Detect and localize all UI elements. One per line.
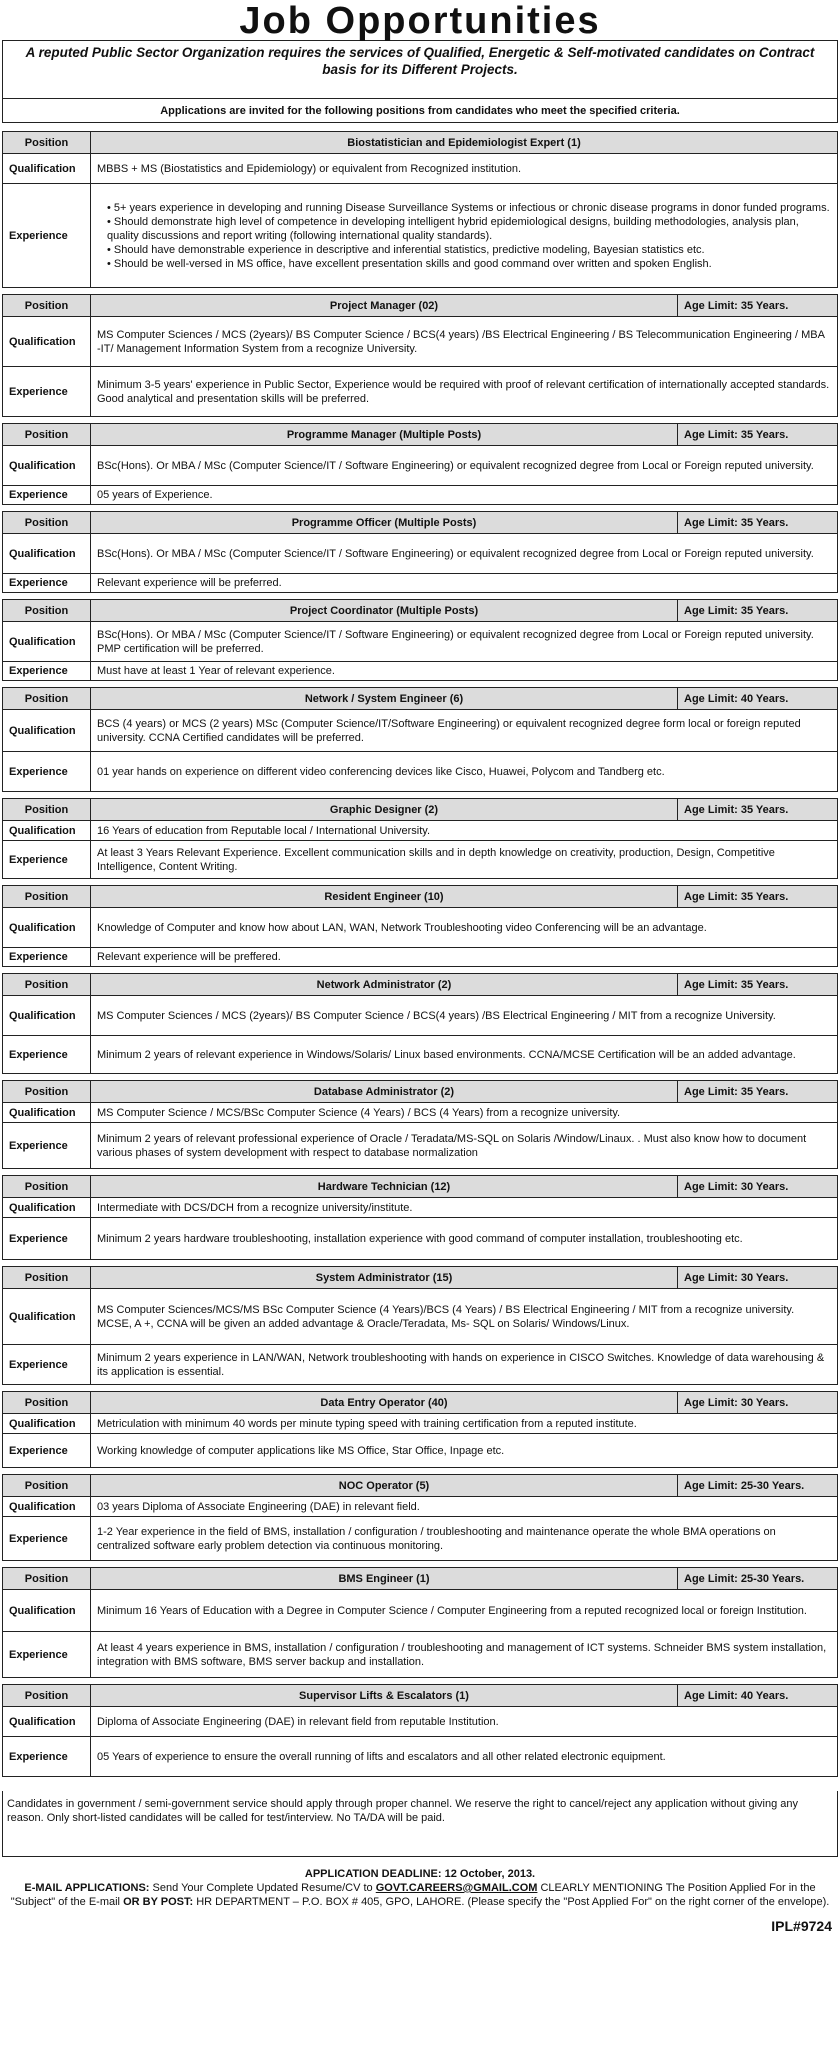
position-label: Position: [3, 1475, 91, 1497]
position-section: [2, 885, 838, 967]
experience-label: Experience: [3, 184, 91, 288]
qualification-label: Qualification: [3, 1707, 91, 1737]
experience-label: Experience: [3, 1434, 91, 1468]
experience-cell: [91, 1218, 838, 1260]
position-label: Position: [3, 295, 91, 317]
post-label: OR BY POST:: [123, 1896, 194, 1908]
position-section: [2, 798, 838, 879]
qualification-label: Qualification: [3, 317, 91, 367]
experience-label: Experience: [3, 1345, 91, 1385]
experience-cell: [91, 1123, 838, 1169]
position-label: Position: [3, 1176, 91, 1198]
qualification-text: Knowledge of Computer and know how about LAN, WAN, Network Troubleshooting video Conferencing will be an advantage.: [91, 908, 838, 948]
experience-label: Experience: [3, 367, 91, 417]
experience-text: 05 years of Experience.: [97, 489, 213, 501]
position-label: Position: [3, 1392, 91, 1414]
position-title: Project Coordinator (Multiple Posts): [91, 600, 678, 622]
experience-item: • Should demonstrate high level of competence in developing intelligent hybrid epidemiological designs, building methodologies, analysis plan, quality discussions and report writing (following international quality standards).: [107, 215, 831, 243]
qualification-label: Qualification: [3, 996, 91, 1036]
qualification-text: MS Computer Science / MCS/BSc Computer Science (4 Years) / BCS (4 Years) from a recognize university.: [91, 1103, 838, 1123]
post-text: HR DEPARTMENT – P.O. BOX # 405, GPO, LAHORE. (Please specify the "Post Applied For" on the right corner of the envelope).: [196, 1896, 830, 1908]
qualification-label: Qualification: [3, 710, 91, 752]
age-limit: Age Limit: 35 Years.: [678, 1081, 838, 1103]
experience-text: 1-2 Year experience in the field of BMS, installation / configuration / troubleshooting and maintenance operate the whole BMA operations on centralized software early problem detection via continuous monitoring.: [97, 1525, 776, 1552]
position-label: Position: [3, 1267, 91, 1289]
position-label: Position: [3, 512, 91, 534]
experience-text: At least 3 Years Relevant Experience. Excellent communication skills and in depth knowledge on creativity, production, Design, Competitive Intelligence, Content Writing.: [97, 846, 775, 873]
experience-cell: [91, 662, 838, 681]
experience-text: At least 4 years experience in BMS, installation / configuration / troubleshooting and management of ICT systems. Schneider BMS system installation, integration with BMS software, BMS server backup and installation.: [97, 1641, 827, 1668]
subheading: Applications are invited for the following positions from candidates who meet the specified criteria.: [2, 99, 838, 123]
experience-text: Relevant experience will be preffered.: [97, 951, 281, 963]
qualification-label: Qualification: [3, 446, 91, 486]
position-title: Network / System Engineer (6): [91, 688, 678, 710]
position-label: Position: [3, 1685, 91, 1707]
email-text-2: CLEARLY MENTIONING The Position Applied For in the "Subject" of the E-mail: [10, 1882, 816, 1908]
position-title: Resident Engineer (10): [91, 886, 678, 908]
ipl-code: IPL#9724: [771, 1918, 832, 1934]
position-label: Position: [3, 1568, 91, 1590]
experience-text: Relevant experience will be preferred.: [97, 577, 282, 589]
qualification-label: Qualification: [3, 1103, 91, 1123]
qualification-text: MS Computer Sciences / MCS (2years)/ BS Computer Science / BCS(4 years) /BS Electrical Engineering / MIT from a recognize University.: [91, 996, 838, 1036]
experience-label: Experience: [3, 752, 91, 792]
experience-label: Experience: [3, 1036, 91, 1074]
age-limit: Age Limit: 35 Years.: [678, 886, 838, 908]
experience-text: Must have at least 1 Year of relevant experience.: [97, 665, 335, 677]
position-title: BMS Engineer (1): [91, 1568, 678, 1590]
age-limit: Age Limit: 30 Years.: [678, 1267, 838, 1289]
position-title: Data Entry Operator (40): [91, 1392, 678, 1414]
age-limit: Age Limit: 40 Years.: [678, 1685, 838, 1707]
age-limit: Age Limit: 30 Years.: [678, 1392, 838, 1414]
experience-text: Minimum 2 years hardware troubleshooting, installation experience with good command of computer installation, troubleshooting etc.: [97, 1232, 743, 1245]
experience-label: Experience: [3, 662, 91, 681]
intro-text: A reputed Public Sector Organization requires the services of Qualified, Energetic & Self-motivated candidates on Contract basis for its Different Projects.: [2, 40, 838, 99]
age-limit: Age Limit: 35 Years.: [678, 600, 838, 622]
qualification-text: Intermediate with DCS/DCH from a recognize university/institute.: [91, 1198, 838, 1218]
age-limit: Age Limit: 35 Years.: [678, 295, 838, 317]
position-label: Position: [3, 974, 91, 996]
email-label: E-MAIL APPLICATIONS:: [24, 1882, 150, 1894]
position-section: [2, 131, 838, 288]
position-section: [2, 294, 838, 417]
qualification-text: BSc(Hons). Or MBA / MSc (Computer Science/IT / Software Engineering) or equivalent recognized degree from Local or Foreign reputed university. PMP certification will be preferred.: [91, 622, 838, 662]
position-section: [2, 1391, 838, 1468]
experience-cell: [91, 1345, 838, 1385]
age-limit: Age Limit: 35 Years.: [678, 974, 838, 996]
position-label: Position: [3, 688, 91, 710]
qualification-label: Qualification: [3, 1497, 91, 1517]
experience-label: Experience: [3, 486, 91, 505]
qualification-text: MBBS + MS (Biostatistics and Epidemiology) or equivalent from Recognized institution.: [91, 154, 838, 184]
qualification-text: 16 Years of education from Reputable local / International University.: [91, 821, 838, 841]
qualification-label: Qualification: [3, 154, 91, 184]
experience-cell: [91, 1632, 838, 1678]
experience-cell: [91, 752, 838, 792]
experience-cell: [91, 367, 838, 417]
qualification-text: BSc(Hons). Or MBA / MSc (Computer Science/IT / Software Engineering) or equivalent recognized degree from Local or Foreign reputed university.: [91, 534, 838, 574]
experience-cell: [91, 486, 838, 505]
position-section: [2, 1567, 838, 1678]
position-section: [2, 423, 838, 505]
experience-text: Minimum 2 years experience in LAN/WAN, Network troubleshooting with hands on experience in CISCO Switches. Knowledge of data warehousing & its application is essential.: [97, 1351, 825, 1378]
qualification-text: BSc(Hons). Or MBA / MSc (Computer Science/IT / Software Engineering) or equivalent recognized degree from Local or Foreign reputed university.: [91, 446, 838, 486]
position-label: Position: [3, 886, 91, 908]
experience-cell: [91, 574, 838, 593]
experience-label: Experience: [3, 1218, 91, 1260]
experience-cell: [91, 948, 838, 967]
experience-text: Minimum 2 years of relevant professional experience of Oracle / Teradata/MS-SQL on Solaris /Window/Linaux. . Must also know how to document various phases of system development with respect to database normalization: [97, 1132, 807, 1159]
experience-label: Experience: [3, 1737, 91, 1777]
qualification-label: Qualification: [3, 821, 91, 841]
position-section: [2, 687, 838, 792]
qualification-text: 03 years Diploma of Associate Engineering (DAE) in relevant field.: [91, 1497, 838, 1517]
qualification-label: Qualification: [3, 534, 91, 574]
positions-list: [2, 131, 838, 1783]
position-label: Position: [3, 424, 91, 446]
qualification-text: MS Computer Sciences/MCS/MS BSc Computer Science (4 Years)/BCS (4 Years) / BS Electrical Engineering / MIT from a recognize university. MCSE, A +, CCNA will be given an added advantage & Oracle/Teradata, Ms- SQL on Solaris/ Windows/Linux.: [91, 1289, 838, 1345]
experience-cell: [91, 1517, 838, 1561]
experience-cell: [91, 1737, 838, 1777]
position-section: [2, 1474, 838, 1561]
position-title: Graphic Designer (2): [91, 799, 678, 821]
experience-cell: [91, 841, 838, 879]
age-limit: Age Limit: 35 Years.: [678, 799, 838, 821]
page-title: Job Opportunities: [239, 0, 601, 42]
qualification-label: Qualification: [3, 908, 91, 948]
experience-cell: [91, 1434, 838, 1468]
experience-text: 05 Years of experience to ensure the overall running of lifts and escalators and all other related electronic equipment.: [97, 1750, 666, 1763]
experience-label: Experience: [3, 1123, 91, 1169]
position-section: [2, 1684, 838, 1777]
email-text-1: Send Your Complete Updated Resume/CV to: [152, 1882, 373, 1894]
qualification-label: Qualification: [3, 1289, 91, 1345]
experience-text: 01 year hands on experience on different video conferencing devices like Cisco, Huawei, Polycom and Tandberg etc.: [97, 765, 665, 778]
job-ad-page: [2, 2, 838, 2046]
experience-label: Experience: [3, 841, 91, 879]
qualification-text: BCS (4 years) or MCS (2 years) MSc (Computer Science/IT/Software Engineering) or equivalent recognized degree form local or foreign reputed university. CCNA Certified candidates will be preferred.: [91, 710, 838, 752]
experience-list: [97, 201, 831, 271]
position-title: Project Manager (02): [91, 295, 678, 317]
age-limit: Age Limit: 25-30 Years.: [678, 1475, 838, 1497]
experience-label: Experience: [3, 1517, 91, 1561]
experience-cell: [91, 1036, 838, 1074]
position-title: NOC Operator (5): [91, 1475, 678, 1497]
age-limit: Age Limit: 40 Years.: [678, 688, 838, 710]
experience-item: • 5+ years experience in developing and running Disease Surveillance Systems or infectious or chronic disease programs in donor funded programs.: [107, 201, 831, 215]
qualification-label: Qualification: [3, 1198, 91, 1218]
position-section: [2, 1080, 838, 1169]
position-label: Position: [3, 799, 91, 821]
qualification-label: Qualification: [3, 1590, 91, 1632]
position-section: [2, 1266, 838, 1385]
position-title: Database Administrator (2): [91, 1081, 678, 1103]
position-label: Position: [3, 1081, 91, 1103]
age-limit: Age Limit: 25-30 Years.: [678, 1568, 838, 1590]
experience-text: Minimum 2 years of relevant experience in Windows/Solaris/ Linux based environments. CCNA/MCSE Certification will be an added advantage.: [97, 1048, 796, 1061]
deadline: APPLICATION DEADLINE: 12 October, 2013.: [304, 1868, 536, 1880]
position-label: Position: [3, 600, 91, 622]
experience-label: Experience: [3, 1632, 91, 1678]
apply-instructions: [2, 1881, 838, 1909]
position-title: System Administrator (15): [91, 1267, 678, 1289]
position-title: Supervisor Lifts & Escalators (1): [91, 1685, 678, 1707]
qualification-label: Qualification: [3, 1414, 91, 1434]
footer-note: Candidates in government / semi-government service should apply through proper channel. We reserve the right to cancel/reject any application without giving any reason. Only short-listed candidates will be called for test/interview. No TA/DA will be paid.: [2, 1791, 838, 1857]
position-title: Programme Manager (Multiple Posts): [91, 424, 678, 446]
experience-text: Minimum 3-5 years' experience in Public Sector, Experience would be required with proof of relevant certification of internationally accepted standards. Good analytical and presentation skills will be preferred.: [97, 378, 830, 405]
qualification-text: Minimum 16 Years of Education with a Degree in Computer Science / Computer Engineering from a reputed recognized local or foreign Institution.: [91, 1590, 838, 1632]
position-section: [2, 1175, 838, 1260]
age-limit: Age Limit: 35 Years.: [678, 512, 838, 534]
experience-item: • Should have demonstrable experience in descriptive and inferential statistics, predictive modeling, Bayesian statistics etc.: [107, 243, 831, 257]
experience-cell: [91, 184, 838, 288]
position-title: Biostatistician and Epidemiologist Expert (1): [91, 132, 838, 154]
position-section: [2, 599, 838, 681]
qualification-text: MS Computer Sciences / MCS (2years)/ BS Computer Science / BCS(4 years) /BS Electrical Engineering / BS Telecommunication Engineering / MBA -IT/ Management Information System from a recognize University.: [91, 317, 838, 367]
experience-text: Working knowledge of computer applications like MS Office, Star Office, Inpage etc.: [97, 1444, 505, 1457]
qualification-text: Diploma of Associate Engineering (DAE) in relevant field from reputable Institution.: [91, 1707, 838, 1737]
position-section: [2, 973, 838, 1074]
age-limit: Age Limit: 30 Years.: [678, 1176, 838, 1198]
email-link[interactable]: GOVT.CAREERS@GMAIL.COM: [375, 1882, 538, 1894]
application-info: [2, 1857, 838, 1937]
experience-item: • Should be well-versed in MS office, have excellent presentation skills and good command over written and spoken English.: [107, 257, 831, 271]
position-title: Programme Officer (Multiple Posts): [91, 512, 678, 534]
position-label: Position: [3, 132, 91, 154]
position-section: [2, 511, 838, 593]
position-title: Hardware Technician (12): [91, 1176, 678, 1198]
position-title: Network Administrator (2): [91, 974, 678, 996]
experience-label: Experience: [3, 948, 91, 967]
qualification-label: Qualification: [3, 622, 91, 662]
qualification-text: Metriculation with minimum 40 words per minute typing speed with training certification from a reputed institute.: [91, 1414, 838, 1434]
age-limit: Age Limit: 35 Years.: [678, 424, 838, 446]
experience-label: Experience: [3, 574, 91, 593]
